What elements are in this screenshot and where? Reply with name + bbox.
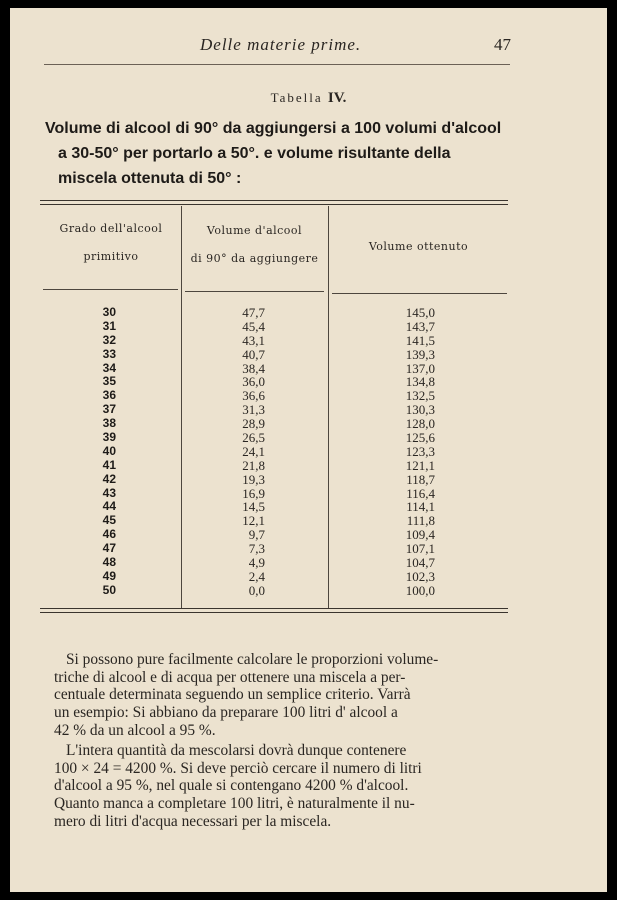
header-grade-line-2: primitivo [83, 250, 139, 263]
add-volume-cell: 45,4 [242, 318, 265, 334]
result-volume-cell: 141,5 [405, 332, 435, 348]
result-volume-cell: 118,7 [406, 471, 435, 487]
header-add-line-1: Volume d'alcool [206, 224, 303, 237]
grade-cell: 43 [102, 485, 116, 500]
paragraph-line: un esempio: Si abbiano da preparare 100 litri d' alcool a [54, 704, 398, 722]
add-volume-cell: 47,7 [242, 305, 265, 320]
add-volume-cell: 24,1 [242, 443, 265, 459]
result-volume-cell: 100,0 [405, 582, 435, 598]
add-volume-cell: 16,9 [242, 485, 265, 501]
paragraph-line: mero di litri d'acqua necessari per la miscela. [54, 812, 332, 830]
header-rule-grade [43, 289, 178, 290]
add-volume-cell: 31,3 [242, 402, 265, 418]
grade-cell: 47 [102, 541, 116, 556]
add-volume-cell: 2,4 [248, 568, 265, 584]
table-label-text: Tabella [270, 90, 323, 105]
paragraph-line: Quanto manca a completare 100 litri, è naturalmente il nu- [54, 795, 415, 813]
result-volume-cell: 123,3 [405, 443, 435, 459]
result-volume-cell: 104,7 [405, 555, 435, 571]
paragraph-line: L'intera quantità da mescolarsi dovrà dunque contenere [66, 742, 407, 759]
table-caption-line-2: a 30-50° per portarlo a 50°. e volume risultante della [58, 145, 451, 162]
result-volume-cell: 130,3 [405, 402, 435, 418]
grade-cell: 33 [102, 346, 116, 361]
paragraph-line: d'alcool a 95 %, nel quale si contengano 4200 % d'alcool. [54, 777, 409, 795]
add-volume-cell: 0,0 [248, 582, 265, 598]
grade-cell: 34 [102, 360, 116, 375]
grade-cell: 40 [102, 443, 116, 458]
result-volume-cell: 145,0 [405, 305, 435, 320]
result-volume-cell: 128,0 [405, 416, 435, 432]
add-volume-cell: 12,1 [242, 513, 265, 529]
grade-cell: 42 [102, 471, 116, 486]
result-volume-cell: 116,4 [406, 485, 435, 501]
grade-cell: 35 [102, 374, 116, 389]
add-volume-cell: 4,9 [248, 555, 265, 571]
paragraph-line: centuale determinata seguendo un semplice criterio. Varrà [54, 686, 411, 704]
add-volume-cell: 28,9 [242, 416, 265, 432]
column-divider-2 [328, 206, 329, 608]
paragraph-line: Si possono pure facilmente calcolare le proporzioni volume- [66, 651, 439, 668]
grade-cell: 38 [102, 416, 116, 431]
paragraph-1 [54, 651, 506, 739]
column-add [225, 306, 265, 598]
grade-cell: 44 [102, 499, 116, 514]
add-volume-cell: 36,6 [242, 388, 265, 404]
page-number: 47 [494, 35, 511, 54]
grade-cell: 32 [102, 332, 116, 347]
grade-cell: 39 [102, 430, 116, 445]
paragraph-line: 100 × 24 = 4200 %. Si deve perciò cercare il numero di litri [54, 759, 422, 777]
result-volume-cell: 137,0 [405, 360, 435, 376]
add-volume-cell: 19,3 [242, 471, 265, 487]
add-volume-cell: 40,7 [242, 346, 265, 362]
add-volume-cell: 43,1 [242, 332, 265, 348]
table-label [10, 90, 607, 107]
header-rule-add [185, 291, 324, 292]
header-result: Volume ottenuto [368, 240, 469, 253]
grade-cell: 30 [102, 305, 116, 319]
result-volume-cell: 121,1 [405, 457, 435, 473]
grade-cell: 41 [102, 457, 116, 472]
table-caption-line-1: Volume di alcool di 90° da aggiungersi a 100 volumi d'alcool [45, 120, 502, 137]
grade-cell: 36 [102, 388, 116, 403]
header-rule [44, 64, 510, 65]
result-volume-cell: 114,1 [406, 499, 435, 515]
add-volume-cell: 26,5 [242, 430, 265, 446]
result-volume-cell: 111,8 [406, 513, 435, 529]
add-volume-cell: 38,4 [242, 360, 265, 376]
grade-cell: 31 [102, 318, 116, 333]
add-volume-cell: 9,7 [248, 527, 265, 543]
column-grade [88, 306, 116, 598]
result-volume-cell: 143,7 [405, 318, 435, 334]
result-volume-cell: 109,4 [405, 527, 435, 543]
result-volume-cell: 125,6 [405, 430, 435, 446]
book-page [10, 8, 607, 892]
grade-cell: 37 [102, 402, 116, 417]
header-rule-result [332, 293, 507, 294]
paragraph-2 [54, 742, 506, 830]
grade-cell: 45 [102, 513, 116, 528]
grade-cell: 50 [102, 582, 116, 597]
column-result [385, 306, 435, 598]
table-top-double-rule [40, 200, 508, 205]
add-volume-cell: 14,5 [242, 499, 265, 515]
add-volume-cell: 21,8 [242, 457, 265, 473]
running-title: Delle materie prime. [200, 35, 362, 54]
paragraph-line: 42 % da un alcool a 95 %. [54, 721, 216, 739]
column-divider-1 [181, 206, 182, 608]
result-volume-cell: 107,1 [405, 541, 435, 557]
table-number: IV. [327, 90, 347, 106]
grade-cell: 48 [102, 555, 116, 570]
header-grade-line-1: Grado dell'alcool [59, 222, 163, 235]
result-volume-cell: 102,3 [405, 568, 435, 584]
grade-cell: 46 [102, 527, 116, 542]
add-volume-cell: 36,0 [242, 374, 265, 390]
result-volume-cell: 132,5 [405, 388, 435, 404]
add-volume-cell: 7,3 [248, 541, 265, 557]
header-add-line-2: di 90° da aggiungere [190, 252, 319, 265]
table-caption-line-3: miscela ottenuta di 50° : [58, 170, 242, 187]
result-volume-cell: 139,3 [405, 346, 435, 362]
table-bottom-double-rule [40, 608, 508, 613]
result-volume-cell: 134,8 [405, 374, 435, 390]
grade-cell: 49 [102, 568, 116, 583]
paragraph-line: triche di alcool e di acqua per ottenere una miscela a per- [54, 668, 406, 686]
